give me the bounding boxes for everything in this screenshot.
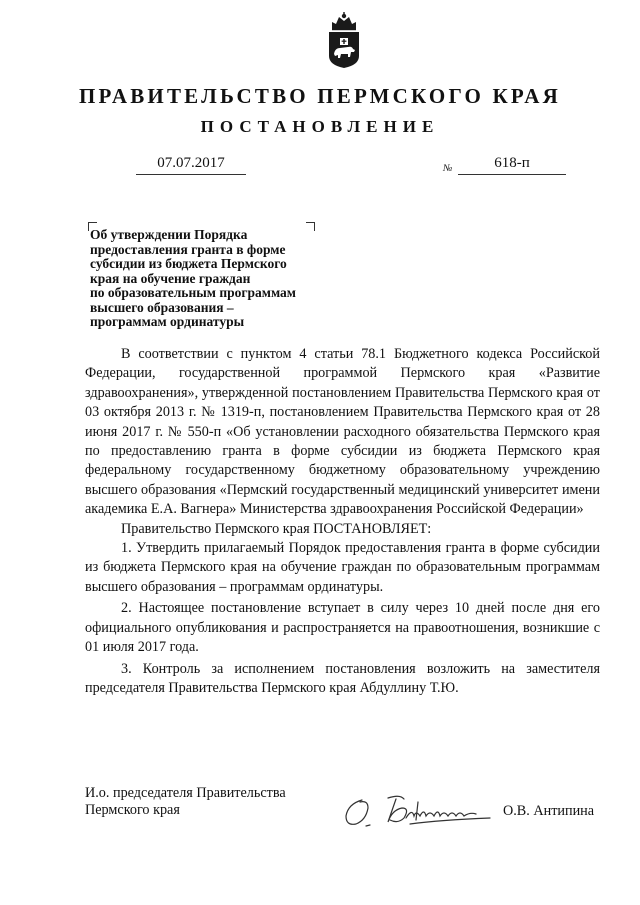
coat-of-arms-icon (324, 12, 364, 70)
subject-line: высшего образования – (90, 299, 234, 315)
signatory-title-line: И.о. председателя Правительства (85, 785, 286, 801)
subject-line: субсидии из бюджета Пермского (90, 256, 287, 271)
document-type: ПОСТАНОВЛЕНИЕ (200, 117, 440, 136)
signatory-title-line: Пермского края (85, 802, 180, 818)
document-date: 07.07.2017 (136, 155, 246, 175)
item-3-paragraph: 3. Контроль за исполнением постановления возложить на заместителя председателя Правительства Пермского края Абдуллину Т.Ю. (85, 660, 600, 696)
preamble-paragraph: В соответствии с пунктом 4 статьи 78.1 Бюджетного кодекса Российской Федерации, государственной программой Пермского края «Развитие здравоохранения», утвержденной постановлением Правительства Пермского края от 03 октября 2013 г. № 1319-п, постановлением Правительства Пермского края от 28 июня 2017 г. № 550-п «Об установлении расходного обязательства Пермского края по предоставлению гранта в форме субсидии из бюджета Пермского края федеральному государственному бюджетному образовательному учреждению высшего образования «Пермский государственный медицинский университет имени академика Е.А. Вагнера» Министерства здравоохранения Российской Федерации» (85, 346, 600, 518)
resolves-paragraph: Правительство Пермского края ПОСТАНОВЛЯЕТ: (121, 520, 432, 537)
subject-line: края на обучение граждан (90, 270, 251, 286)
handwritten-signature-icon (340, 790, 505, 835)
document-body (85, 345, 600, 698)
signatory-name: О.В. Антипина (503, 803, 595, 819)
subject-line: предоставления гранта в форме (90, 241, 286, 257)
subject-line: по образовательным программам (90, 285, 297, 300)
document-number: 618-п (458, 155, 566, 175)
number-sign: № (443, 163, 453, 174)
signatory-title (85, 785, 286, 819)
document-subject (90, 228, 350, 330)
item-2-paragraph: 2. Настоящее постановление вступает в силу через 10 дней после дня его официального опубликования и распространяется на правоотношения, возникшие с 01 июля 2017 года. (85, 600, 600, 656)
item-1-paragraph: 1. Утвердить прилагаемый Порядок предоставления гранта в форме субсидии из бюджета Пермского края на обучение граждан по образовательным программам высшего образования – программам ординатуры. (85, 540, 600, 595)
subject-line: программам ординатуры (90, 314, 245, 329)
subject-line: Об утверждении Порядка (90, 227, 248, 242)
government-name: ПРАВИТЕЛЬСТВО ПЕРМСКОГО КРАЯ (78, 84, 561, 108)
